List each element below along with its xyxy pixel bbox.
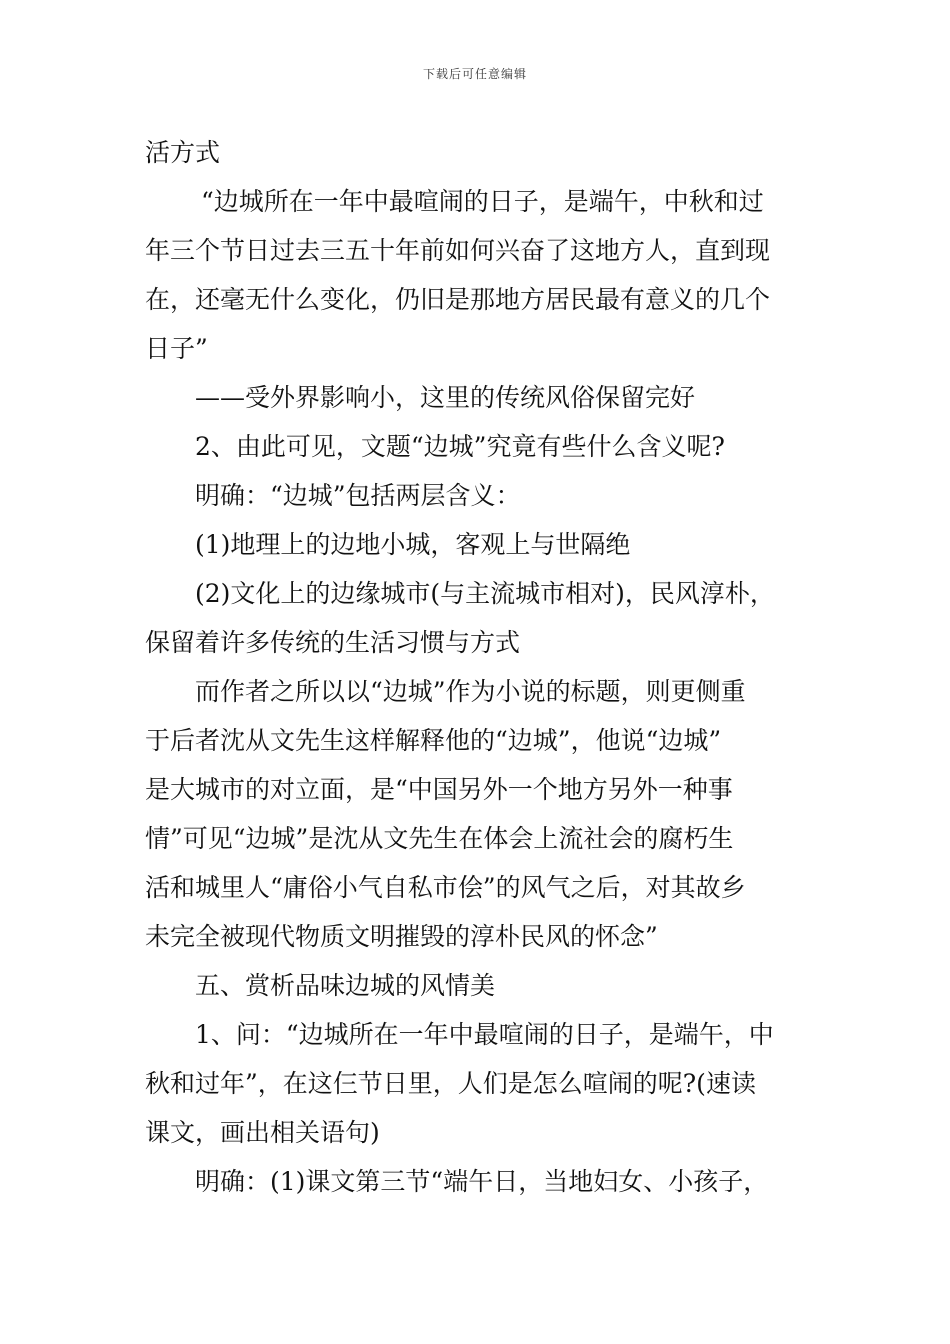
page-header-watermark: 下载后可任意编辑	[422, 67, 527, 81]
text-line: 五、赏析品味边城的风情美	[195, 971, 496, 1000]
text-line: “边城所在一年中最喧闹的日子，是端午，中秋和过	[201, 187, 764, 216]
text-line: 情”可见“边城”是沈从文先生在体会上流社会的腐朽生	[145, 824, 734, 853]
text-line: 于后者沈从文先生这样解释他的“边城”，他说“边城”	[145, 726, 722, 755]
text-line: 秋和过年”，在这仨节日里，人们是怎么喧闹的呢?(速读	[145, 1069, 756, 1098]
text-line: 明确：“边城”包括两层含义：	[195, 481, 521, 510]
text-line: 课文，画出相关语句)	[145, 1118, 380, 1147]
text-line: (2)文化上的边缘城市(与主流城市相对)，民风淳朴，	[195, 579, 775, 608]
text-line: 活方式	[145, 138, 221, 167]
text-line: 是大城市的对立面，是“中国另外一个地方另外一种事	[145, 775, 733, 804]
text-line: (1)地理上的边地小城，客观上与世隔绝	[195, 530, 631, 559]
text-line: 在，还毫无什么变化，仍旧是那地方居民最有意义的几个	[145, 285, 771, 314]
text-line: 日子”	[145, 334, 208, 363]
text-line: 1、问：“边城所在一年中最喧闹的日子，是端午，中	[195, 1020, 774, 1049]
text-line: 2、由此可见，文题“边城”究竟有些什么含义呢?	[195, 432, 725, 461]
text-line: 保留着许多传统的生活习惯与方式	[145, 628, 521, 657]
text-line: 活和城里人“庸俗小气自私市侩”的风气之后，对其故乡	[145, 873, 746, 902]
text-line: 而作者之所以以“边城”作为小说的标题，则更侧重	[195, 677, 746, 706]
text-line: 未完全被现代物质文明摧毁的淳朴民风的怀念”	[145, 922, 658, 951]
text-line: ——受外界影响小，这里的传统风俗保留完好	[195, 383, 696, 412]
document-body	[145, 128, 810, 1206]
text-line: 明确：(1)课文第三节“端午日，当地妇女、小孩子，	[195, 1167, 769, 1196]
text-line: 年三个节日过去三五十年前如何兴奋了这地方人，直到现	[145, 236, 771, 265]
